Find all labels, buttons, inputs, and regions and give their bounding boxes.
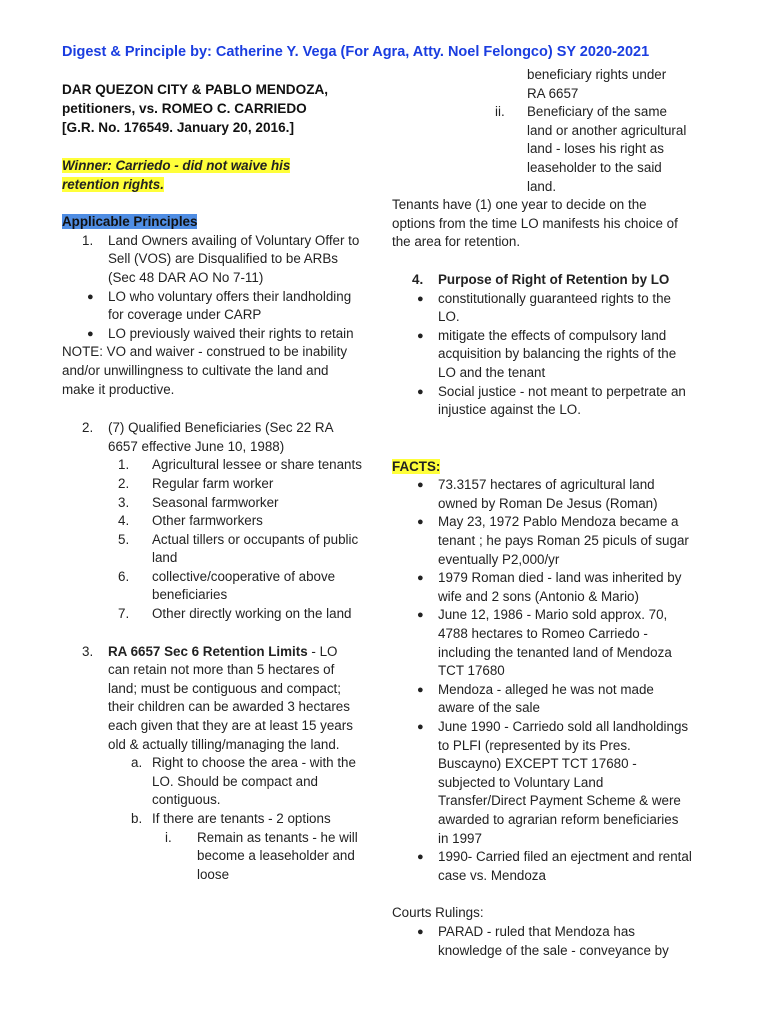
list-text: Regular farm worker xyxy=(152,475,274,491)
list-text: June 1990 - Carriedo sold all landholdings to PLFI (represented by its Pres. Buscayno) EXCEPT TCT 17680 - subjected to Voluntary Land Transfer/Direct Payment Scheme & were awarded to agrarian reform beneficiaries in 1997 xyxy=(438,719,689,846)
list-item xyxy=(392,848,692,885)
list-item xyxy=(392,569,692,606)
list-text: Right to choose the area - with the LO. Should be compact and contiguous. xyxy=(152,755,356,808)
list-text: Other farmworkers xyxy=(152,513,263,529)
tenants-paragraph: Tenants have (1) one year to decide on the options from the time LO manifests his choice of the area for retention. xyxy=(392,197,678,250)
list-number: i. xyxy=(165,829,172,845)
facts-heading: FACTS: xyxy=(392,458,441,474)
list-text: Other directly working on the land xyxy=(152,606,352,622)
list-item xyxy=(62,754,362,810)
bullet-icon: ● xyxy=(417,516,424,529)
list-item xyxy=(62,456,362,475)
list-item xyxy=(62,325,362,344)
case-title-line: [G.R. No. 176549. January 20, 2016.] xyxy=(62,120,294,135)
list-text xyxy=(108,643,362,755)
bullet-icon: ● xyxy=(417,609,424,622)
list-text: PARAD - ruled that Mendoza has knowledge of the sale - conveyance by xyxy=(438,923,669,958)
list-item xyxy=(392,327,692,383)
list-text: (7) Qualified Beneficiaries (Sec 22 RA 6657 effective June 10, 1988) xyxy=(108,420,333,454)
list-number: 3. xyxy=(82,643,94,659)
list-text: LO previously waived their rights to retain xyxy=(108,325,354,341)
bullet-icon: ● xyxy=(417,572,424,585)
right-column xyxy=(392,66,692,960)
list-item xyxy=(62,512,362,531)
principles-heading: Applicable Principles xyxy=(62,214,198,230)
list-text: Seasonal farmworker xyxy=(152,494,279,510)
winner-line: retention rights. xyxy=(62,176,164,192)
list-text: collective/cooperative of above beneficiaries xyxy=(152,568,336,603)
list-text: Beneficiary of the same land or another agricultural land - loses his right as leaseholder to the said land. xyxy=(527,104,687,194)
case-title xyxy=(62,80,362,137)
list-text: Remain as tenants - he will become a leaseholder and loose xyxy=(197,829,358,882)
bullet-icon: ● xyxy=(417,851,424,864)
digest-header: Digest & Principle by: Catherine Y. Vega (For Agra, Atty. Noel Felongco) SY 2020-2021 xyxy=(62,44,650,60)
list-item xyxy=(392,513,692,569)
rulings-section xyxy=(392,904,692,960)
list-item xyxy=(62,494,362,513)
bullet-icon: ● xyxy=(417,385,424,398)
list-number: 5. xyxy=(118,531,130,547)
principle-item-3 xyxy=(62,643,362,885)
list-item xyxy=(62,829,362,885)
winner-statement xyxy=(62,157,362,194)
continued-text: beneficiary rights under xyxy=(527,67,667,82)
list-text: LO who voluntary offers their landholding for coverage under CARP xyxy=(108,288,352,323)
list-item xyxy=(62,810,362,829)
list-text: constitutionally guaranteed rights to the LO. xyxy=(438,290,671,325)
principle-item-4 xyxy=(392,271,692,420)
list-item xyxy=(62,643,362,755)
facts-section xyxy=(392,458,692,886)
list-item xyxy=(62,568,362,605)
left-column xyxy=(62,80,362,884)
list-text: If there are tenants - 2 options xyxy=(152,811,331,826)
list-text: Mendoza - alleged he was not made aware of the sale xyxy=(438,681,654,716)
list-text: Land Owners availing of Voluntary Offer to Sell (VOS) are Disqualified to be ARBs (Sec 48 DAR AO No 7-11) xyxy=(108,232,360,285)
bullet-icon: ● xyxy=(87,327,94,340)
continued-text: RA 6657 xyxy=(527,85,579,101)
list-number: 7. xyxy=(118,606,130,622)
list-item xyxy=(62,419,362,456)
list-text: Actual tillers or occupants of public land xyxy=(152,531,359,566)
list-text: 73.3157 hectares of agricultural land owned by Roman De Jesus (Roman) xyxy=(438,477,658,511)
list-number: 4. xyxy=(118,513,130,529)
list-number: a. xyxy=(131,755,143,771)
list-number: 2. xyxy=(118,475,130,491)
list-item xyxy=(62,605,362,624)
list-item xyxy=(392,923,692,960)
retention-limits-text: - LO can retain not more than 5 hectares of land; must be contiguous and compact; their children can be awarded 3 hectares each given that they are at least 15 years old & actually tilling/managing the land. xyxy=(108,643,353,752)
list-text: mitigate the effects of compulsory land acquisition by balancing the rights of the LO and the tenant xyxy=(438,327,677,380)
list-text: May 23, 1972 Pablo Mendoza became a tenant ; he pays Roman 25 piculs of sugar eventually P2,000/yr xyxy=(438,514,689,567)
list-item xyxy=(392,681,692,718)
list-item xyxy=(392,718,692,848)
list-item xyxy=(392,476,692,513)
list-item xyxy=(62,531,362,568)
principle-item-1 xyxy=(62,232,362,288)
bullet-icon: ● xyxy=(417,479,424,492)
principle-item-2 xyxy=(62,419,362,624)
list-item xyxy=(62,288,362,325)
bullet-icon: ● xyxy=(417,925,424,938)
list-number: 1. xyxy=(118,457,130,473)
case-title-line: DAR QUEZON CITY & PABLO MENDOZA, xyxy=(62,82,329,97)
list-item xyxy=(392,606,692,680)
list-number: 2. xyxy=(82,420,94,436)
list-text: 1990- Carried filed an ejectment and rental case vs. Mendoza xyxy=(438,849,692,883)
list-text: Social justice - not meant to perpetrate an injustice against the LO. xyxy=(438,383,686,418)
list-number: 1. xyxy=(82,232,94,248)
list-item xyxy=(392,383,692,420)
bullet-icon: ● xyxy=(87,290,94,303)
list-text: Purpose of Right of Retention by LO xyxy=(438,271,670,287)
list-number: 3. xyxy=(118,494,130,510)
applicable-principles xyxy=(62,213,362,399)
list-number: 6. xyxy=(118,568,130,584)
bullet-icon: ● xyxy=(417,329,424,342)
list-item xyxy=(392,271,692,290)
list-text: 1979 Roman died - land was inherited by wife and 2 sons (Antonio & Mario) xyxy=(438,570,682,604)
winner-line: Winner: Carriedo - did not waive his xyxy=(62,158,291,173)
list-text: June 12, 1986 - Mario sold approx. 70, 4788 hectares to Romeo Carriedo - including the tenanted land of Mendoza TCT 17680 xyxy=(438,607,672,679)
list-item xyxy=(392,290,692,327)
list-number: ii. xyxy=(495,104,505,120)
list-text: Agricultural lessee or share tenants xyxy=(152,457,362,473)
retention-limits-title: RA 6657 Sec 6 Retention Limits xyxy=(108,643,308,659)
bullet-icon: ● xyxy=(417,292,424,305)
list-number: b. xyxy=(131,811,143,826)
case-title-line: petitioners, vs. ROMEO C. CARRIEDO xyxy=(62,101,307,116)
rulings-heading: Courts Rulings: xyxy=(392,905,484,921)
list-item xyxy=(392,103,692,196)
note-paragraph: NOTE: VO and waiver - construed to be inability and/or unwillingness to cultivate the land and make it productive. xyxy=(62,344,348,397)
list-item xyxy=(62,475,362,494)
bullet-icon: ● xyxy=(417,683,424,696)
list-number: 4. xyxy=(412,271,424,287)
bullet-icon: ● xyxy=(417,721,424,733)
